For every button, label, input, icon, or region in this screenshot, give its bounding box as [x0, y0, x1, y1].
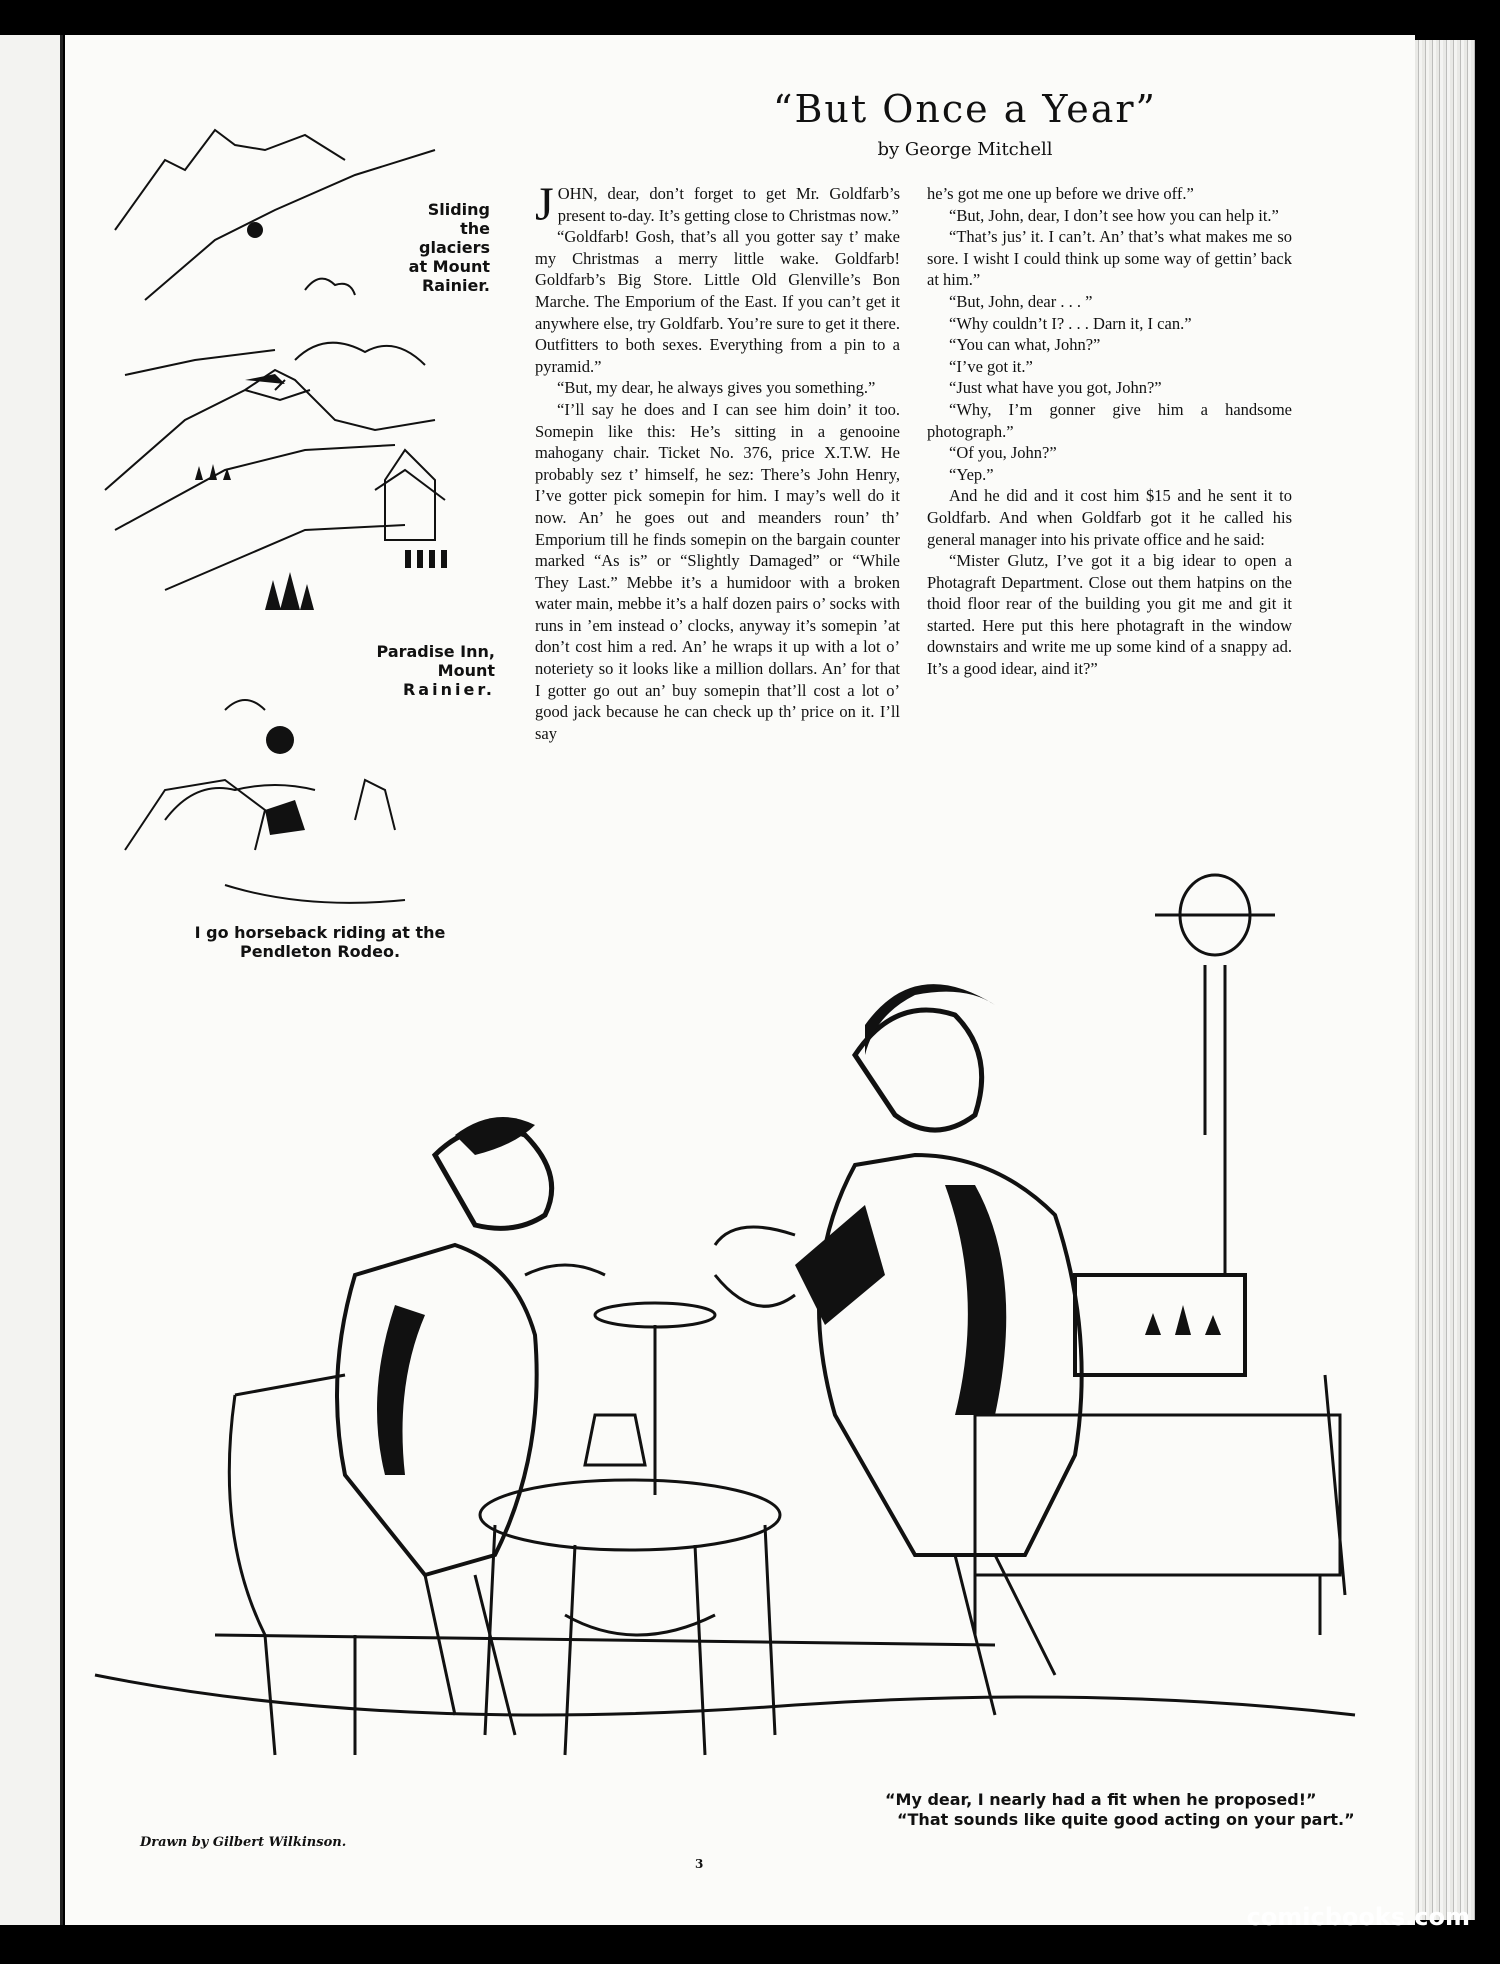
artist-credit: Drawn by Gilbert Wilkinson.	[140, 1835, 347, 1850]
magazine-page	[65, 35, 1415, 1925]
tea-scene-illustration	[95, 855, 1355, 1805]
article-column-right: he’s got me one up before we drive off.” “But, John, dear, I don’t see how you can help it.” “That’s jus’ it. I can’t. An’ that’s what makes me so sore. I wisht I could think up some way of gettin’ back at him.” “But, John, dear . . . ” “Why couldn’t I? . . . Darn it, I can.” “You can what, John?” “I’ve got it.” “Just what have you got, John?” “Why, I’m gonner give him a handsome photograph.” “Of you, John?” “Yep.” And he did and it cost him $15 and he sent it to Goldfarb. And when Goldfarb got it he called his general manager into his private office and he said: “Mister Glutz, I’ve got it a big idear to open a Photagraft Department. Close out them hatpins on the thoid floor rear of the building you git me and git it started. Here put this here photagraft in the window downstairs and write me up some kind of a snappy ad. It’s a good idear, aind it?”	[927, 184, 1292, 679]
caption-paradise-inn: Paradise Inn, Mount Rainier.	[376, 642, 495, 699]
page-stack-edges	[1415, 40, 1475, 1920]
article-title: “But Once a Year”	[773, 87, 1157, 131]
site-watermark: comicbooks.com	[1246, 1903, 1470, 1931]
caption-line-2: “That sounds like quite good acting on your part.”	[897, 1810, 1355, 1829]
caption-rodeo: I go horseback riding at the Pendleton Rodeo.	[194, 923, 446, 961]
page-number: 3	[695, 1857, 704, 1871]
facing-page-edge	[0, 35, 63, 1925]
caption-line-1: “My dear, I nearly had a fit when he proposed!”	[885, 1790, 1317, 1809]
article-column-left: JOHN, dear, don’t forget to get Mr. Goldfarb’s present to-day. It’s getting close to Christmas now.” “Goldfarb! Gosh, that’s all you gotter say t’ make my Christmas a merry little wake. Goldfarb! Goldfarb’s Big Store. Little Old Glenville’s Bon Marche. The Emporium of the East. If you can’t get it anywhere else, try Goldfarb. You’re sure to get it there. Outfitters to both sexes. Everything from a pin to a pyramid.” “But, my dear, he always gives you something.” “I’ll say he does and I can see him doin’ it too. Somepin like this: He’s sitting in a genooine mahogany chair. Ticket No. 376, price X.T.W. He probably sez t’ himself, he sez: There’s John Henry, I’ve gotter pick somepin for him. I may’s well do it now. An’ he goes out and meanders roun’ th’ Emporium till he finds somepin on the bargain counter marked “As is” or “Slightly Damaged” or “While They Last.” Mebbe it’s a humidoor with a broken water main, mebbe it’s a half dozen pairs o’ socks with runs in ’em instead o’ clocks, anyway it’s somepin ’at don’t cost him a red. An’ he wraps it up with a lot o’ noteriety so it looks like a million dollars. An’ for that I gotter go out an’ buy somepin that’ll cost a lot o’ good jack because he can check up th’ price on it. I’ll say	[535, 178, 900, 743]
article-byline: by George Mitchell	[877, 139, 1053, 160]
dropcap-letter: J	[535, 178, 554, 231]
illustration-caption	[885, 1790, 1365, 1830]
caption-glaciers: Sliding the glaciers at Mount Rainier.	[408, 200, 490, 295]
